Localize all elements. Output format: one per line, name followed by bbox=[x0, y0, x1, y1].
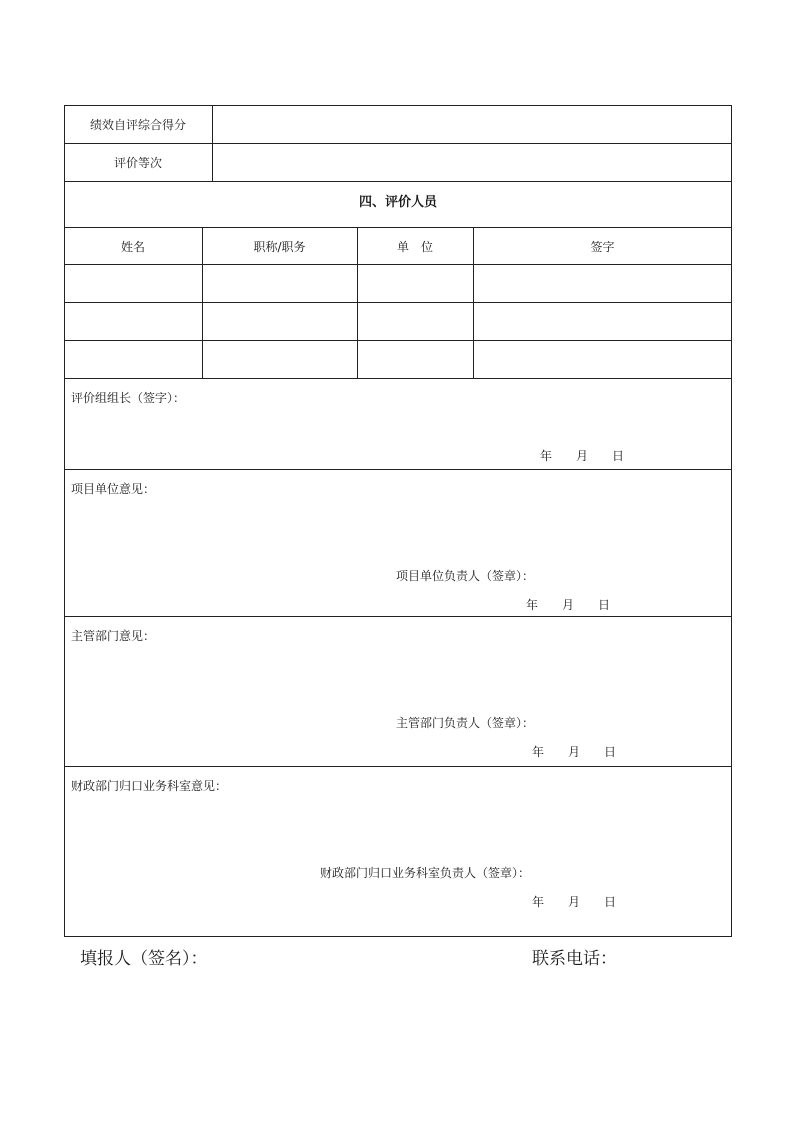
row-divider bbox=[64, 378, 732, 379]
supervisor-date: 年 月 日 bbox=[532, 745, 617, 759]
header-signature: 签字 bbox=[590, 240, 615, 254]
row-divider bbox=[64, 766, 732, 767]
row-divider bbox=[64, 469, 732, 470]
supervisor-signer: 主管部门负责人（签章）： bbox=[396, 716, 535, 730]
filler-signature-label: 填报人（签名）： bbox=[80, 949, 208, 969]
supervisor-label: 主管部门意见： bbox=[71, 629, 156, 643]
column-divider bbox=[212, 105, 213, 181]
score-label: 绩效自评综合得分 bbox=[89, 118, 186, 132]
team-leader-date: 年 月 日 bbox=[540, 449, 625, 463]
row-divider bbox=[64, 143, 732, 144]
row-divider bbox=[64, 616, 732, 617]
row-divider bbox=[64, 227, 732, 228]
project-unit-label: 项目单位意见： bbox=[71, 482, 156, 496]
project-unit-date: 年 月 日 bbox=[526, 598, 611, 612]
row-divider bbox=[64, 181, 732, 182]
finance-signer: 财政部门归口业务科室负责人（签章）： bbox=[320, 866, 531, 880]
row-divider bbox=[64, 340, 732, 341]
contact-phone-label: 联系电话： bbox=[532, 949, 617, 969]
row-divider bbox=[64, 302, 732, 303]
header-unit: 单 位 bbox=[396, 240, 433, 254]
finance-date: 年 月 日 bbox=[532, 895, 617, 909]
row-divider bbox=[64, 264, 732, 265]
team-leader-label: 评价组组长（签字）： bbox=[71, 391, 186, 405]
section-title: 四、评价人员 bbox=[358, 195, 437, 210]
evaluation-form-table bbox=[64, 105, 732, 937]
finance-label: 财政部门归口业务科室意见： bbox=[71, 779, 228, 793]
header-title: 职称/职务 bbox=[253, 240, 306, 254]
grade-label: 评价等次 bbox=[113, 156, 162, 170]
header-name: 姓名 bbox=[120, 240, 145, 254]
project-unit-signer: 项目单位负责人（签章）： bbox=[396, 569, 535, 583]
